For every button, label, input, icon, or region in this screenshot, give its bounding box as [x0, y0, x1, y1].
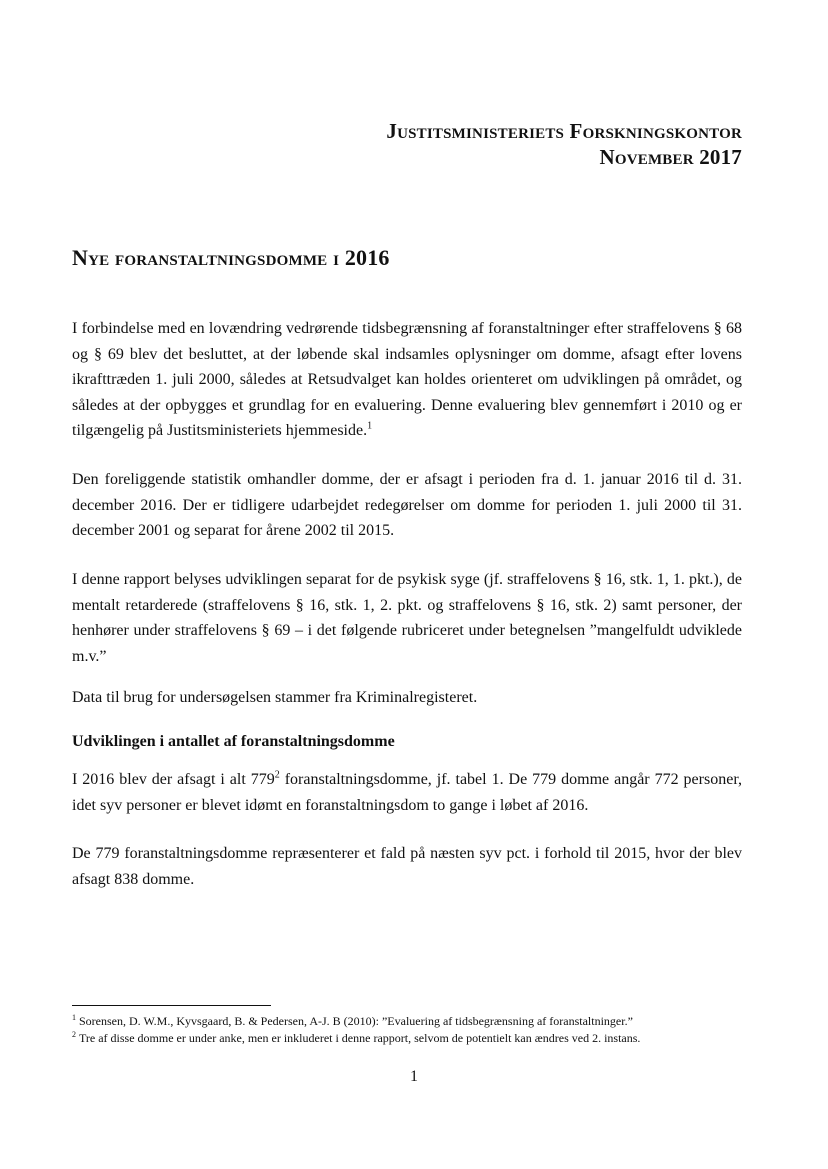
footnote-2: [72, 1030, 762, 1047]
paragraph-groups: I denne rapport belyses udviklingen separat for de psykisk syge (jf. straffelovens § 16, stk. 1, 1. pkt.), de mentalt retarderede (straffelovens § 16, stk. 1, 2. pkt. og straffelovens § 16, stk. 2) samt personer, der henhører under straffelovens § 69 – i det følgende rubriceret under betegnelsen ”mangelfuldt udviklede m.v.”: [72, 571, 742, 665]
paragraph-count: [72, 767, 742, 818]
paragraph-count-end: foranstaltningsdomme, jf. tabel 1. De 779 domme angår 772 personer, idet syv personer er blevet idømt en foranstaltningsdom to gange i løbet af 2016.: [72, 771, 742, 814]
paragraph-intro-text: I forbindelse med en lovændring vedrørende tidsbegrænsning af foranstaltninger efter straffelovens § 68 og § 69 blev det besluttet, at der løbende skal indsamles oplysninger om domme, afsagt efter lovens ikrafttræden 1. juli 2000, således at Retsudvalget kan holdes orienteret om udviklingen på området, og således at der opbygges et grundlag for en evaluering. Denne evaluering blev gennemført i 2010 og er tilgængelig på Justitsministeriets hjemmeside.: [72, 320, 742, 439]
document-title: Nye foranstaltningsdomme i 2016: [72, 245, 390, 270]
footnote-mark-2: 2: [72, 1030, 76, 1039]
section-heading: Udviklingen i antallet af foranstaltningsdomme: [72, 733, 395, 750]
footnote-ref-2: 2: [274, 769, 280, 781]
page-number: 1: [410, 1068, 418, 1085]
footnote-text-1: Sorensen, D. W.M., Kyvsgaard, B. & Pedersen, A-J. B (2010): ”Evaluering af tidsbegrænsning af foranstaltninger.”: [79, 1014, 633, 1028]
footnotes: [72, 1013, 762, 1047]
paragraph-period: Den foreliggende statistik omhandler domme, der er afsagt i perioden fra d. 1. januar 2016 til d. 31. december 2016. Der er tidligere udarbejdet redegørelser om domme for perioden 1. juli 2000 til 31. december 2001 og separat for årene 2002 til 2015.: [72, 471, 742, 539]
document-header: [386, 118, 742, 170]
footnote-text-2: Tre af disse domme er under anke, men er inkluderet i denne rapport, selvom de potentielt kan ændres ved 2. instans.: [79, 1031, 641, 1045]
paragraph-data-source: Data til brug for undersøgelsen stammer fra Kriminalregisteret.: [72, 689, 478, 706]
paragraph-intro: [72, 316, 742, 444]
header-organization: Justitsministeriets Forskningskontor: [386, 119, 742, 143]
footnote-1: [72, 1013, 762, 1030]
paragraph-count-start: I 2016 blev der afsagt i alt 779: [72, 771, 275, 788]
footnote-divider: [72, 1005, 271, 1006]
header-date: November 2017: [599, 145, 742, 169]
footnote-mark-1: 1: [72, 1013, 76, 1022]
paragraph-decline: De 779 foranstaltningsdomme repræsenterer et fald på næsten syv pct. i forhold til 2015, hvor der blev afsagt 838 domme.: [72, 845, 742, 888]
footnote-ref-1: 1: [367, 420, 373, 432]
